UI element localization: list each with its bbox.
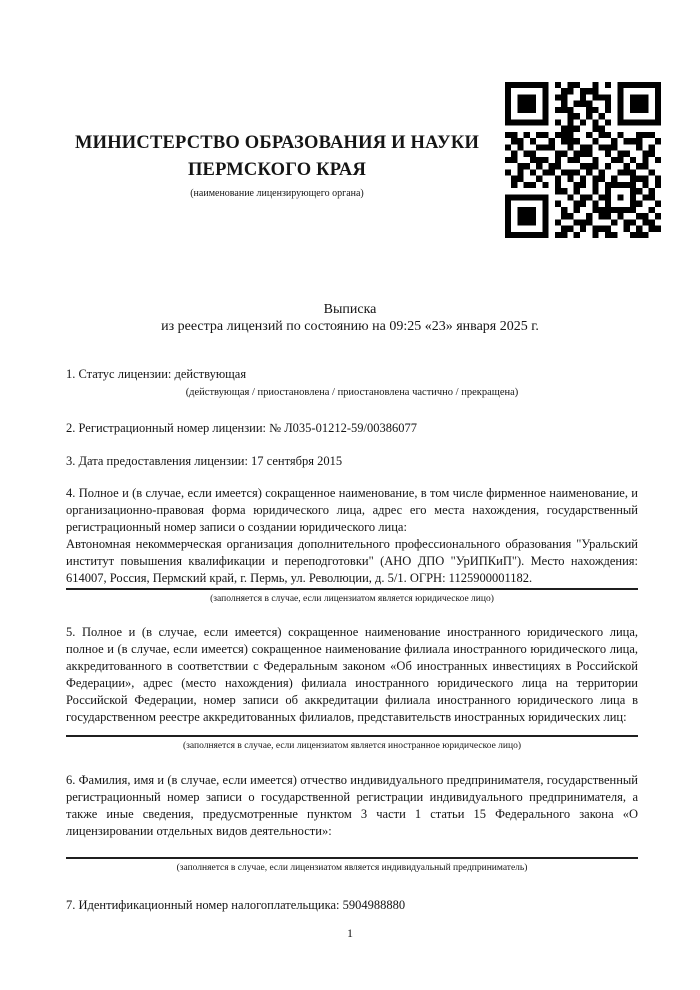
item-individual-entrepreneur-info	[66, 772, 638, 875]
document-title-line1: Выписка	[323, 302, 377, 317]
foreign-entity-info-label: 5. Полное и (в случае, если имеется) сокращенное наименование иностранного юридического лица, полное и (в случае, если имеется) сокращенное наименование филиала иностранного юридического лица, аккредитованного в соответствии с Федеральным законом «Об иностранных инвестициях в Российской Федерации», адрес (место нахождения) филиала иностранного юридического лица на территории Российской Федерации, номер записи об аккредитации филиала иностранного юридического лица в государственном реестре аккредитованных филиалов, представительств иностранных юридических лиц:	[66, 625, 638, 724]
document-title	[0, 301, 700, 335]
qr-code-icon	[505, 82, 661, 238]
ministry-name-line2: ПЕРМСКОГО КРАЯ	[187, 160, 367, 180]
licensing-authority-header	[64, 130, 490, 200]
individual-entrepreneur-field-caption: (заполняется в случае, если лицензиатом является индивидуальный предприниматель)	[176, 863, 528, 873]
license-status-options-caption: (действующая / приостановлена / приостановлена частично / прекращена)	[185, 387, 519, 398]
item-license-grant-date: 3. Дата предоставления лицензии: 17 сентября 2015	[66, 454, 343, 468]
ministry-name-line1: МИНИСТЕРСТВО ОБРАЗОВАНИЯ И НАУКИ	[74, 133, 480, 153]
document-body	[66, 366, 638, 914]
item-legal-entity-info	[66, 485, 638, 606]
licensing-authority-caption: (наименование лицензирующего органа)	[190, 188, 364, 199]
foreign-entity-field-caption: (заполняется в случае, если лицензиатом является иностранное юридическое лицо)	[183, 741, 521, 751]
legal-entity-field-caption: (заполняется в случае, если лицензиатом является юридическое лицо)	[210, 594, 494, 604]
legal-entity-info-value: Автономная некоммерческая организация дополнительного профессионального образования "Уральский институт повышения квалификации и переподготовки" (АНО ДПО "УрИПКиП"). Место нахождения: 614007, Россия, Пермский край, г. Пермь, ул. Революции, д. 5/1. ОГРН: 1125900001182.	[66, 537, 638, 585]
foreign-entity-field-rule	[66, 735, 638, 737]
item-taxpayer-id: 7. Идентификационный номер налогоплательщика: 5904988880	[66, 898, 406, 912]
legal-entity-field-rule	[66, 588, 638, 590]
page-number: 1	[347, 926, 353, 940]
item-foreign-entity-info	[66, 624, 638, 753]
document-title-line2: из реестра лицензий по состоянию на 09:25 «23» января 2025 г.	[161, 319, 539, 334]
legal-entity-info-label: 4. Полное и (в случае, если имеется) сокращенное наименование, в том числе фирменное наименование, и организационно-правовая форма юридического лица, адрес его места нахождения, государственный регистрационный номер записи о создании юридического лица:	[66, 486, 638, 534]
item-license-status: 1. Статус лицензии: действующая	[66, 367, 247, 381]
individual-entrepreneur-field-rule	[66, 857, 638, 859]
item-registration-number: 2. Регистрационный номер лицензии: № Л035-01212-59/00386077	[66, 421, 417, 435]
individual-entrepreneur-info-label: 6. Фамилия, имя и (в случае, если имеется) отчество индивидуального предпринимателя, государственный регистрационный номер записи о государственной регистрации индивидуального предпринимателя, а также иные сведения, предусмотренные пунктом 3 части 1 статьи 15 Федерального закона «О лицензировании отдельных видов деятельности»:	[66, 773, 638, 838]
